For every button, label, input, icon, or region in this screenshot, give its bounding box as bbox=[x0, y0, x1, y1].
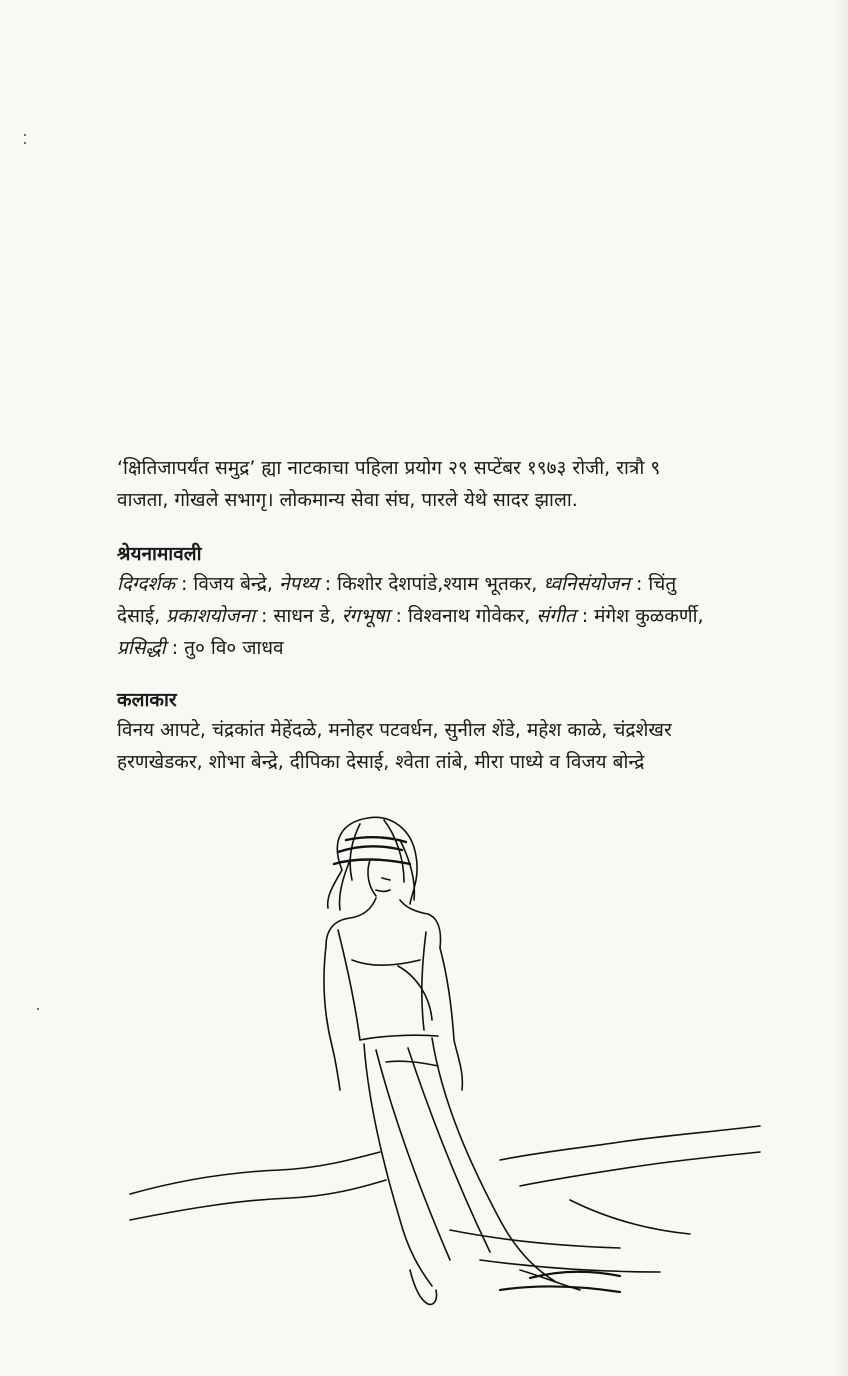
sketch-hair-scribble bbox=[334, 837, 410, 864]
sketch-torso bbox=[338, 930, 432, 1040]
makeup-name: : विश्वनाथ गोवेकर, bbox=[389, 605, 537, 627]
sketch-right-arm bbox=[440, 948, 462, 1090]
sketch-ground-scribble bbox=[500, 1272, 620, 1292]
sketch-left-arm bbox=[324, 946, 340, 1090]
paper-speck bbox=[24, 134, 26, 136]
paper-speck bbox=[37, 1008, 39, 1010]
sketch-ground-line-1 bbox=[130, 1152, 386, 1220]
paper-speck bbox=[24, 142, 26, 144]
cast-line-1: विनय आपटे, चंद्रकांत मेहेंदळे, मनोहर पटवर्धन, सुनील शेंडे, महेश काळे, चंद्रशेखर bbox=[117, 719, 672, 741]
sketch-ground-line-3 bbox=[450, 1200, 690, 1272]
music-name: : मंगेश कुळकर्णी, bbox=[575, 605, 704, 627]
cast-heading: कलाकार bbox=[117, 689, 177, 711]
sound-name-part1: : चिंतु bbox=[629, 573, 677, 595]
makeup-role: रंगभूषा bbox=[341, 605, 390, 627]
lighting-role: प्रकाशयोजना bbox=[166, 605, 256, 627]
sketch-face bbox=[368, 860, 390, 896]
credits-paragraph bbox=[117, 568, 807, 664]
premiere-line-2: वाजता, गोखले सभागृ। लोकमान्य सेवा संघ, पारले येथे सादर झाला. bbox=[117, 489, 578, 511]
premiere-paragraph bbox=[117, 452, 807, 516]
credits-line-2 bbox=[117, 600, 807, 632]
credits-heading: श्रेयनामावली bbox=[117, 543, 202, 565]
sketch-ground-line-2 bbox=[500, 1126, 760, 1186]
sound-role: ध्वनिसंयोजन bbox=[543, 573, 630, 595]
set-role: नेपथ्य bbox=[278, 573, 319, 595]
sound-name-part2: देसाई, bbox=[117, 605, 167, 627]
cast-paragraph bbox=[117, 714, 807, 778]
sketch-skirt bbox=[360, 1035, 556, 1286]
sketch-shoulders bbox=[326, 898, 441, 948]
cast-line-2: हरणखेडकर, शोभा बेन्द्रे, दीपिका देसाई, श्वेता तांबे, मीरा पाध्ये व विजय बोन्द्रे bbox=[117, 751, 645, 773]
woman-sketch-illustration bbox=[120, 800, 780, 1320]
set-names: : किशोर देशपांडे,श्याम भूतकर, bbox=[318, 573, 544, 595]
credits-line-1 bbox=[117, 568, 807, 600]
credits-line-3 bbox=[117, 632, 807, 664]
director-name: : विजय बेन्द्रे, bbox=[174, 573, 279, 595]
lighting-name: : साधन डे, bbox=[255, 605, 342, 627]
music-role: संगीत bbox=[536, 605, 576, 627]
premiere-line-1: ‘क्षितिजापर्यंत समुद्र’ ह्या नाटकाचा पहिला प्रयोग २९ सप्टेंबर १९७३ रोजी, रात्रौ ९ bbox=[117, 457, 661, 479]
director-role: दिग्दर्शक bbox=[117, 573, 175, 595]
publicity-role: प्रसिद्धी bbox=[117, 637, 166, 659]
page-edge bbox=[834, 0, 848, 1376]
publicity-name: : तु० वि० जाधव bbox=[165, 637, 284, 659]
